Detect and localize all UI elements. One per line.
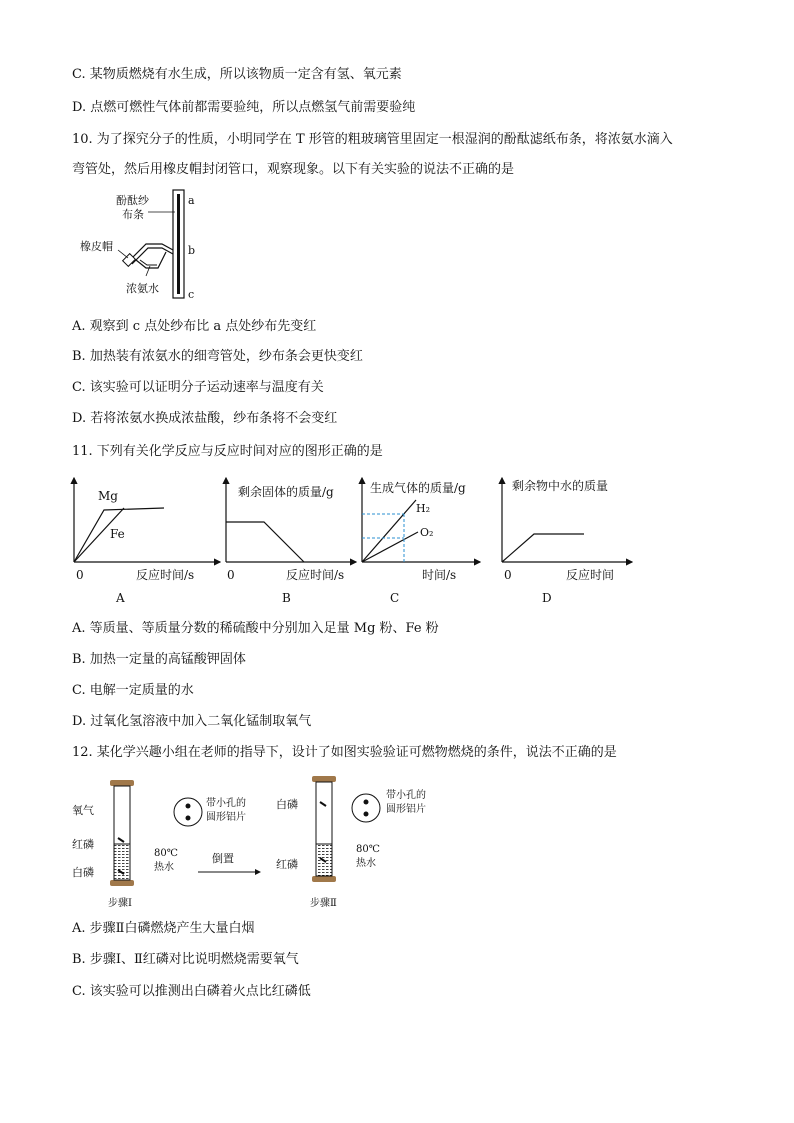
label-red-p-1: 红磷 [72, 838, 94, 851]
series-label-mg: Mg [98, 489, 118, 503]
q9-option-c: C. 某物质燃烧有水生成，所以该物质一定含有氢、氧元素 [72, 67, 402, 82]
xlabel-c: 时间/s [422, 568, 457, 582]
label-cloth-2: 布条 [122, 208, 144, 221]
series-o2-line [362, 532, 418, 562]
ylabel-b: 剩余固体的质量/g [238, 485, 334, 499]
point-b: b [188, 244, 196, 257]
graph-letter-d: D [542, 591, 552, 605]
series-label-fe: Fe [110, 527, 125, 541]
label-disc-1b: 圆形铝片 [206, 812, 246, 823]
q10-option-c: C. 该实验可以证明分子运动速率与温度有关 [72, 380, 324, 395]
label-disc-2b: 圆形铝片 [386, 804, 426, 815]
label-disc-2a: 带小孔的 [386, 790, 426, 801]
series-label-h2: H₂ [416, 502, 431, 515]
q11-graphs [60, 472, 640, 608]
label-cloth-1: 酚酞纱 [116, 194, 149, 207]
q10-stem-line2: 弯管处，然后用橡皮帽封闭管口，观察现象。以下有关实验的说法不正确的是 [72, 162, 515, 177]
label-red-p-2: 红磷 [276, 858, 298, 871]
point-a: a [188, 194, 195, 207]
q11-option-d: D. 过氧化氢溶液中加入二氧化锰制取氧气 [72, 714, 312, 729]
series-h2-line [362, 500, 416, 562]
xlabel-d: 反应时间 [566, 568, 615, 582]
label-step2: 步骤Ⅱ [310, 898, 337, 909]
aluminum-disc-2 [352, 794, 380, 822]
q10-option-a: A. 观察到 c 点处纱布比 a 点处纱布先变红 [72, 319, 317, 334]
label-oxygen: 氧气 [72, 804, 94, 817]
q11-option-a: A. 等质量、等质量分数的稀硫酸中分别加入足量 Mg 粉、Fe 粉 [72, 621, 439, 636]
bent-thin-tube [130, 244, 173, 260]
q12-option-a: A. 步骤Ⅱ白磷燃烧产生大量白烟 [72, 921, 255, 936]
origin-a: 0 [76, 568, 84, 582]
aluminum-disc-1 [174, 798, 202, 826]
water-mass-line [502, 534, 584, 562]
label-water-2: 热水 [356, 858, 376, 869]
graph-b [226, 478, 356, 605]
q11-option-b: B. 加热一定量的高锰酸钾固体 [72, 652, 246, 667]
q11-option-c: C. 电解一定质量的水 [72, 683, 194, 698]
label-temp-2: 80℃ [356, 844, 380, 855]
label-temp-1: 80℃ [154, 848, 178, 859]
q12-option-b: B. 步骤Ⅰ、Ⅱ红磷对比说明燃烧需要氧气 [72, 952, 299, 967]
label-white-p-1: 白磷 [72, 866, 94, 879]
graph-a [74, 478, 220, 605]
q10-t-tube-figure [74, 186, 234, 304]
label-white-p-2: 白磷 [276, 798, 298, 811]
graph-letter-c: C [390, 591, 400, 605]
q12-stem: 12. 某化学兴趣小组在老师的指导下，设计了如图实验验证可燃物燃烧的条件，说法不正确的是 [72, 745, 617, 760]
step1-apparatus [72, 780, 246, 909]
remaining-solid-line [226, 522, 304, 562]
label-rubber-cap: 橡皮帽 [80, 240, 113, 253]
q10-option-d: D. 若将浓氨水换成浓盐酸，纱布条将不会变红 [72, 411, 338, 426]
graph-letter-a: A [116, 591, 125, 605]
step2-apparatus [276, 776, 426, 909]
ylabel-c: 生成气体的质量/g [370, 481, 466, 495]
q12-combustion-figure [70, 772, 430, 912]
q9-option-d: D. 点燃可燃性气体前都需要验纯，所以点燃氢气前需要验纯 [72, 100, 416, 115]
label-water-1: 热水 [154, 862, 174, 873]
label-disc-1a: 带小孔的 [206, 798, 246, 809]
q11-stem: 11. 下列有关化学反应与反应时间对应的图形正确的是 [72, 444, 383, 459]
q12-option-c: C. 该实验可以推测出白磷着火点比红磷低 [72, 984, 311, 999]
phenolphthalein-cloth-strip [177, 194, 180, 294]
label-ammonia: 浓氨水 [126, 282, 159, 295]
label-invert: 倒置 [212, 852, 234, 865]
series-label-o2: O₂ [420, 526, 434, 539]
xlabel-b: 反应时间/s [286, 568, 345, 582]
graph-d [502, 478, 632, 605]
label-step1: 步骤Ⅰ [108, 898, 132, 909]
point-c: c [188, 288, 195, 301]
origin-b: 0 [227, 568, 235, 582]
xlabel-a: 反应时间/s [136, 568, 195, 582]
origin-d: 0 [504, 568, 512, 582]
q10-option-b: B. 加热装有浓氨水的细弯管处，纱布条会更快变红 [72, 349, 363, 364]
graph-c [362, 478, 480, 605]
q10-stem-line1: 10. 为了探究分子的性质，小明同学在 T 形管的粗玻璃管里固定一根湿润的酚酞滤纸布条，将浓氨水滴入 [72, 132, 673, 147]
graph-letter-b: B [282, 591, 291, 605]
ylabel-d: 剩余物中水的质量 [512, 479, 609, 493]
